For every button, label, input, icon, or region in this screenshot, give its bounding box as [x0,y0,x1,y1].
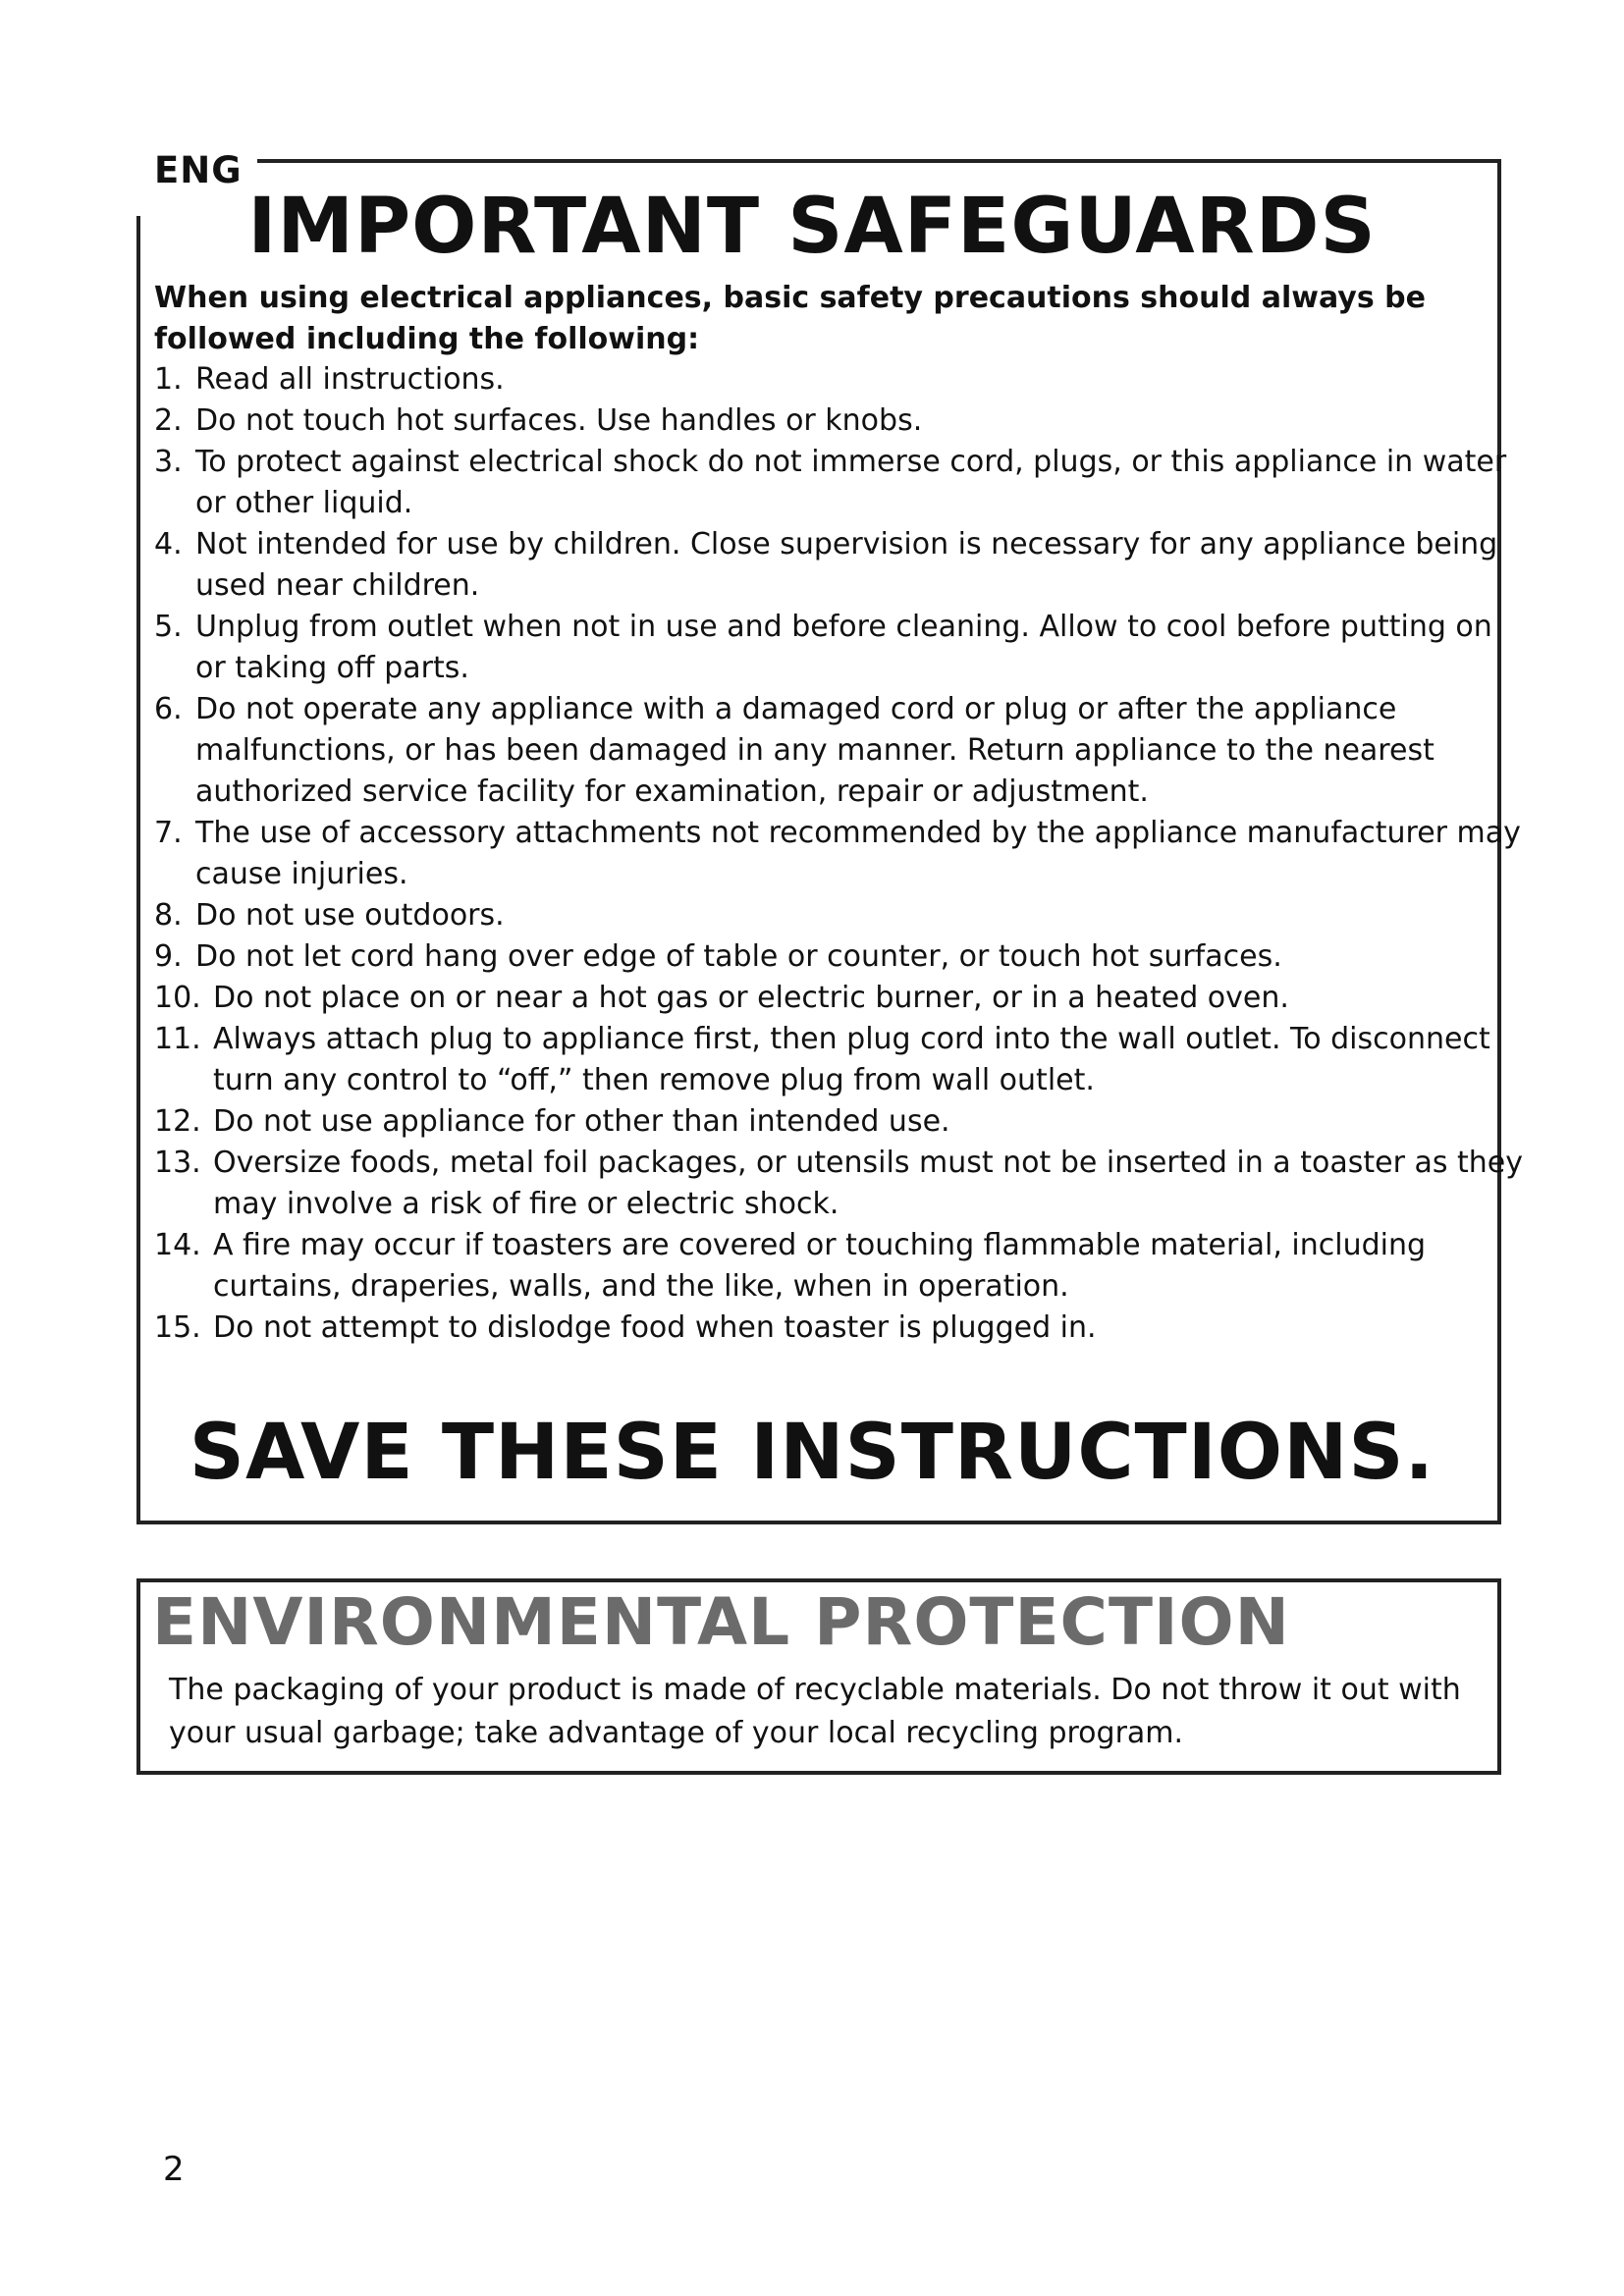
item-text: The use of accessory attachments not recommended by the appliance manufacturer may cause injuries. [195,816,1521,891]
item-text: Do not use appliance for other than intended use. [213,1104,950,1139]
item-text: Oversize foods, metal foil packages, or utensils must not be inserted in a toaster as they may involve a risk of fire or electric shock. [213,1146,1523,1221]
list-item [154,895,1529,936]
save-instructions-heading: SAVE THESE INSTRUCTIONS. [189,1409,1435,1497]
page-number: 2 [163,2150,185,2189]
item-text: Do not operate any appliance with a damaged cord or plug or after the appliance malfunctions, or has been damaged in any manner. Return appliance to the nearest authorized service facility for examination, repair or adjustment. [195,692,1435,809]
page-title: IMPORTANT SAFEGUARDS [247,183,1377,271]
item-number: 12. [154,1104,201,1139]
item-number: 6. [154,692,183,726]
safeguards-list [154,359,1529,1349]
item-text: Always attach plug to appliance first, then plug cord into the wall outlet. To disconnect turn any control to “off,” then remove plug from wall outlet. [213,1022,1490,1097]
safeguards-box-top-border [257,159,1501,163]
list-item [154,524,1529,607]
list-item [154,1019,1529,1101]
item-text: Do not use outdoors. [195,898,505,933]
list-item [154,936,1529,978]
list-item [154,442,1529,524]
item-text: Read all instructions. [195,362,505,397]
item-text: Do not let cord hang over edge of table or counter, or touch hot surfaces. [195,939,1282,974]
item-number: 8. [154,898,183,933]
list-item [154,1143,1529,1225]
list-item [154,813,1529,895]
item-number: 2. [154,403,183,438]
item-text: Do not touch hot surfaces. Use handles or knobs. [195,403,923,438]
list-item [154,689,1529,813]
item-number: 14. [154,1228,201,1262]
list-item [154,1225,1529,1308]
item-number: 13. [154,1146,201,1180]
language-tag: ENG [154,149,243,191]
item-number: 5. [154,610,183,644]
item-number: 3. [154,445,183,479]
item-number: 15. [154,1310,201,1345]
item-number: 9. [154,939,183,974]
item-number: 7. [154,816,183,850]
list-item [154,359,1529,400]
list-item [154,1101,1529,1143]
list-item [154,978,1529,1019]
item-number: 11. [154,1022,201,1056]
item-text: To protect against electrical shock do not immerse cord, plugs, or this appliance in water or other liquid. [195,445,1507,520]
intro-text: When using electrical appliances, basic safety precautions should always be followed including the following: [154,281,1426,356]
environmental-text: The packaging of your product is made of recyclable materials. Do not throw it out with your usual garbage; take advantage of your local recycling program. [169,1673,1461,1750]
item-text: A fire may occur if toasters are covered or touching flammable material, including curtains, draperies, walls, and the like, when in operation. [213,1228,1427,1304]
list-item [154,400,1529,442]
item-number: 10. [154,981,201,1015]
item-text: Not intended for use by children. Close supervision is necessary for any appliance being used near children. [195,527,1498,603]
item-text: Do not attempt to dislodge food when toaster is plugged in. [213,1310,1097,1345]
environmental-title: ENVIRONMENTAL PROTECTION [152,1584,1290,1660]
item-number: 1. [154,362,183,397]
item-number: 4. [154,527,183,561]
item-text: Do not place on or near a hot gas or electric burner, or in a heated oven. [213,981,1289,1015]
item-text: Unplug from outlet when not in use and before cleaning. Allow to cool before putting on or taking off parts. [195,610,1492,685]
list-item [154,607,1529,689]
list-item [154,1308,1529,1349]
